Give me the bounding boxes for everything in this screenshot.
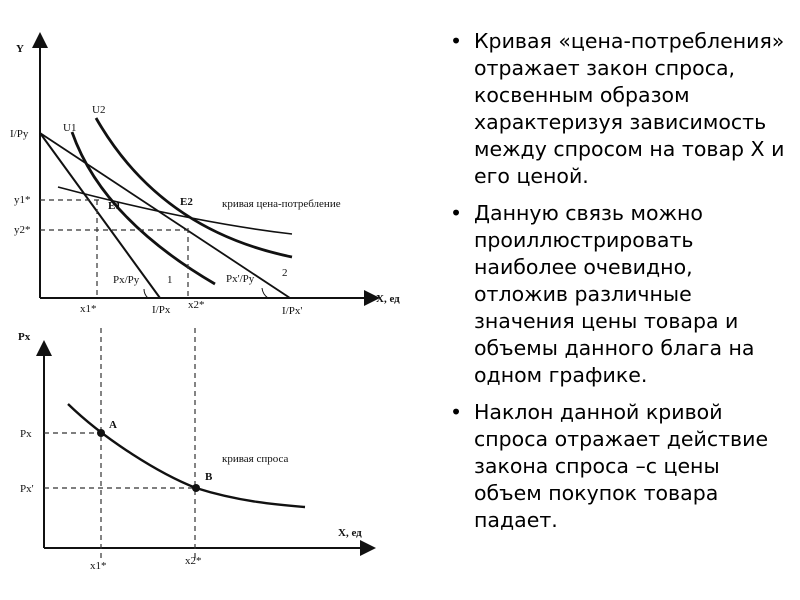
budget-line-1-number: 1 — [167, 274, 173, 286]
bottom-x2-label: x2* — [185, 555, 202, 567]
demand-curve-label: кривая спроса — [222, 453, 289, 465]
px-label: Px — [20, 428, 32, 440]
u2-label: U2 — [92, 104, 106, 116]
top-y-axis-label: Y — [16, 43, 24, 55]
point-b-label: B — [205, 471, 213, 483]
bullet-item: • Наклон данной кривой спроса отражает действие закона спроса –с цены объем покупок товара падает. — [448, 399, 788, 534]
y2-label: y2* — [14, 224, 31, 236]
e1-label: E1 — [108, 200, 121, 212]
x1-label: x1* — [80, 303, 97, 315]
point-a-label: A — [109, 419, 117, 431]
slope-angle-1 — [144, 289, 148, 298]
price-consumption-curve-label: кривая цена-потребление — [222, 198, 341, 210]
bullet-item: • Данную связь можно проиллюстрировать наиболее очевидно, отложив различные значения цены товара и объемы данного блага на одном графике. — [448, 200, 788, 389]
budget-intercept-x2-label: I/Px' — [282, 305, 303, 317]
bottom-y-axis-label: Px — [18, 331, 31, 343]
bullet-list — [448, 28, 788, 544]
e2-label: E2 — [180, 196, 193, 208]
slope-angle-2 — [262, 288, 268, 298]
top-graph — [10, 40, 400, 317]
y1-label: y1* — [14, 194, 31, 206]
bottom-x1-label: x1* — [90, 560, 107, 572]
indifference-curve-u2 — [96, 118, 292, 257]
point-b — [192, 484, 200, 492]
price-consumption-curve — [58, 187, 292, 234]
slope-2-label: Px'/Py — [226, 273, 255, 285]
u1-label: U1 — [63, 122, 77, 134]
bullet-item: • Кривая «цена-потребления» отражает закон спроса, косвенным образом характеризуя зависимость между спросом на товар Х и его ценой. — [448, 28, 788, 190]
budget-line-2-number: 2 — [282, 267, 288, 279]
px2-label: Px' — [20, 483, 34, 495]
bottom-x-axis-label: X, ед — [338, 527, 362, 539]
x2-label: x2* — [188, 299, 205, 311]
top-x-axis-label: X, ед — [376, 293, 400, 305]
budget-intercept-y-label: I/Py — [10, 128, 29, 140]
point-a — [97, 429, 105, 437]
slope-1-label: Px/Py — [113, 274, 140, 286]
budget-line-1 — [40, 133, 160, 298]
bottom-graph — [18, 328, 368, 572]
budget-intercept-x1-label: I/Px — [152, 304, 171, 316]
